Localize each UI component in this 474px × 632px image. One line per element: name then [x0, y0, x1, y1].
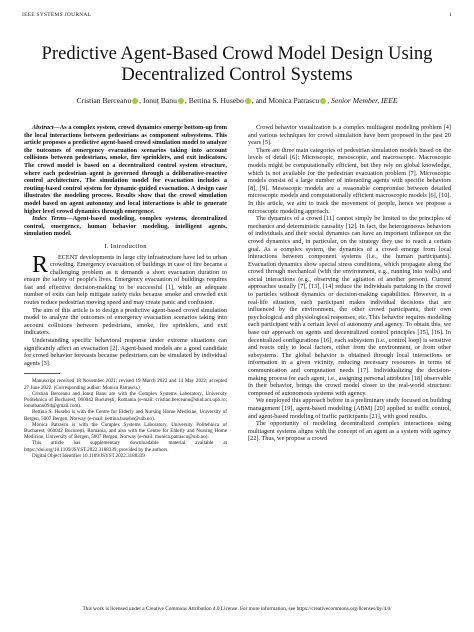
footnote: Cristian Berceanu and Ionuț Banu are with the Complex Systems Laboratory, University Politehnica of Bucharest, 060042 București, Romania (e-mail: cristian.berceanu@stud.acs.upb.ro; ionutbanu094@gmail.com).	[24, 390, 227, 410]
intro-text: developments in large city infrastructure have led to urban crowding. Emergency evacuation of buildings in case of fire became a challenging problem as it demands a short evacuation duration to ensure the safety of people's lives. Emergency evacuation of buildings requires fast and effective decision-making to be successful [1], while an adequate number of exits can help mitigate safety risks because smoke and crowded exit routes reduce pedestrian moving speed and may create panic and confusion.	[24, 253, 227, 307]
abstract-text: As a complex system, crowd dynamics emerge bottom-up from the local interactions between pedestrians as component subsystems. This article proposes a predictive agent-based crowd simulation model to analyze the outcomes of emergency evacuation scenarios taking into account collisions between pedestrians, smoke, fire sprinklers, and exit indicators. The crowd model is based on a decentralized control system structure, where each pedestrian agent is governed through a deliberative-reactive control architecture. The simulation model for evacuation includes a routing-based control system for dynamic-guided evacuation. A design case illustrates the modeling process. Results show that the crowd simulation model based on agent autonomy and local interactions is able to generate higher level crowd dynamics through emergence.	[24, 124, 227, 215]
intro-paragraph	[24, 251, 227, 307]
section-heading: I. Introduction	[104, 242, 147, 250]
footnote: This article has supplementary downloadable material available at https://doi.org/10.1109/JSYST.2022.3188339, provided by the authors.	[24, 440, 227, 453]
drop-cap: R	[32, 251, 49, 278]
intro-small-caps: ECENT	[58, 253, 78, 261]
author-name: and Monica Patrascu	[255, 96, 320, 105]
abstract	[24, 124, 227, 215]
author-name: Ionuț Banu	[142, 96, 177, 105]
orcid-icon[interactable]	[320, 98, 326, 104]
body-paragraph: The opportunity of modeling decentralized complex interactions using multiagent systems aligns with the concept of an agent as a system with agency [22]. Thus, we propose a crowd	[248, 420, 451, 443]
running-header	[22, 12, 452, 22]
journal-name: IEEE SYSTEMS JOURNAL	[22, 12, 92, 18]
right-column	[248, 124, 451, 592]
paper-title: Predictive Agent-Based Crowd Model Design Using Decentralized Control Systems	[41, 43, 433, 85]
author-name: Bettina S. Husebo	[188, 96, 244, 105]
author-name: Cristian Berceanu	[76, 96, 132, 105]
footnote: Digital Object Identifier 10.1109/JSYST.2022.3188339	[32, 452, 145, 459]
orcid-icon[interactable]	[132, 98, 138, 104]
orcid-icon[interactable]	[178, 98, 184, 104]
intro-paragraph: Understanding specific behavioral response under extreme situations can significantly affect an evacuation [2]. Agent-based models are a good candidate for crowd behavior forecasts because pedestrians can be simulated by individual agents [3].	[24, 337, 227, 367]
orcid-icon[interactable]	[245, 98, 251, 104]
page-number: 1	[449, 12, 452, 18]
body-paragraph: The dynamics of a crowd [11] cannot simply be limited to the principles of mechanics and deterministic causality [12]. In fact, the heterogeneous behaviors of individuals and their social dynamics can have an important influence on the crowd dynamics and, in particular, on the strategy they use to reach a certain goal. As a complex system, the dynamics of a crowd emerge from local interactions between component systems (i.e., the human participants). Evacuation dynamics show special stress conditions, which propagate along the crowd through mechanical (with the environment, e.g., running into walls) and social interactions (e.g., observing the agitation of another person). Current approaches usually [7], [13], [14] reduce the individuals partaking in the crowd to particles without dynamics or decision-making capabilities. However, in a real-life situation, each participant makes individual decisions that are influenced by the environment, the other crowd participants, their own psychological and physiological responses, etc. This behavior requires modeling each participant with a certain level of autonomy and agency. To obtain this, we base our approach on agents and decentralized control principles [15], [16]. In decentralized configurations [16], each subsystem (i.e., control loop) is sensitive and reacts only to local factors, either from the environment, or from other subsystems. The global behavior is obtained through local interactions or information in a given vicinity, reducing necessary resources in terms of communication and computation needs [17]. Individualizing the decision-making process for each agent, i.e., assigning personal attributes [18] observable in their behavior, brings the crowd model closer to the real-world structure: composed of autonomous systems with agency.	[248, 215, 451, 397]
body-paragraph: We employed this approach before in a preliminary study focused on building management [19], agent-based modeling (ABM) [20] applied to traffic control, and agent-based modeling of traffic participants [21], with good results.	[248, 397, 451, 420]
footnote: Manuscript received 18 November 2021; revised 19 March 2022 and 14 May 2022; accepted 27 June 2022. (Corresponding author: Monica Patrascu.)	[24, 378, 227, 391]
index-terms-text: Agent-based modeling, complex systems, decentralized control, emergence, human behavior modeling, intelligent agents, simulation model.	[24, 215, 227, 238]
footnote: Monica Patrascu is with the Complex Systems Laboratory, University Politehnica of Bucharest, 060042 București, Romania, and also with the Centre for Elderly and Nursing Home Medicine, University of Bergen, 5007 Bergen, Norway (e-mail: monica.patrascu@uib.no).	[24, 421, 227, 441]
index-terms	[24, 215, 227, 238]
author-suffix: Senior Member, IEEE	[331, 96, 398, 105]
footnote: Bettina S. Husebo is with the Centre for Elderly and Nursing Home Medicine, University of Bergen, 5007 Bergen, Norway (e-mail: bettina.husebo@uib.no).	[24, 409, 227, 422]
left-column	[24, 124, 227, 592]
body-paragraph: There are three main categories of pedestrian simulation models based on the levels of detail [6]: Microscopic, mesoscopic, and macroscopic. Macroscopic models might be computationally efficient, but they rely on global knowledge, which is not available for the pedestrian evacuation problem [7]. Microscopic models consist of a large number of interacting agents with specific behaviors [8], [9]. Mesoscopic models are a reasonable compromise between detailed microscopic models and computationally efficient macroscopic models [6], [10]. In this article, we aim to track the movement of people, hence we propose a microscopic modeling approach.	[248, 146, 451, 215]
author-list: Cristian Berceanu , Ionuț Banu , Bettina S. Husebo , and Monica Patrascu , Senior Member, IEEE	[76, 96, 398, 105]
index-terms-label: Index Terms—	[32, 215, 73, 223]
license-footer: This work is licensed under a Creative Commons Attribution 4.0 License. For more information, see https://creativecommons.org/licenses/by/4.0/	[82, 606, 392, 612]
footnote-divider	[24, 373, 60, 374]
abstract-label: Abstract—	[32, 124, 60, 131]
intro-paragraph: The aim of this article is to design a predictive agent-based crowd simulation model to analyze the outcomes of emergency evacuation scenarios taking into account collisions between pedestrians, smoke, fire sprinklers, and exit indicators.	[24, 306, 227, 337]
body-paragraph: Crowd behavior visualization is a complex multiagent modeling problem [4] and various techniques for crowd simulation have been proposed in the past 20 years [5].	[248, 124, 451, 147]
